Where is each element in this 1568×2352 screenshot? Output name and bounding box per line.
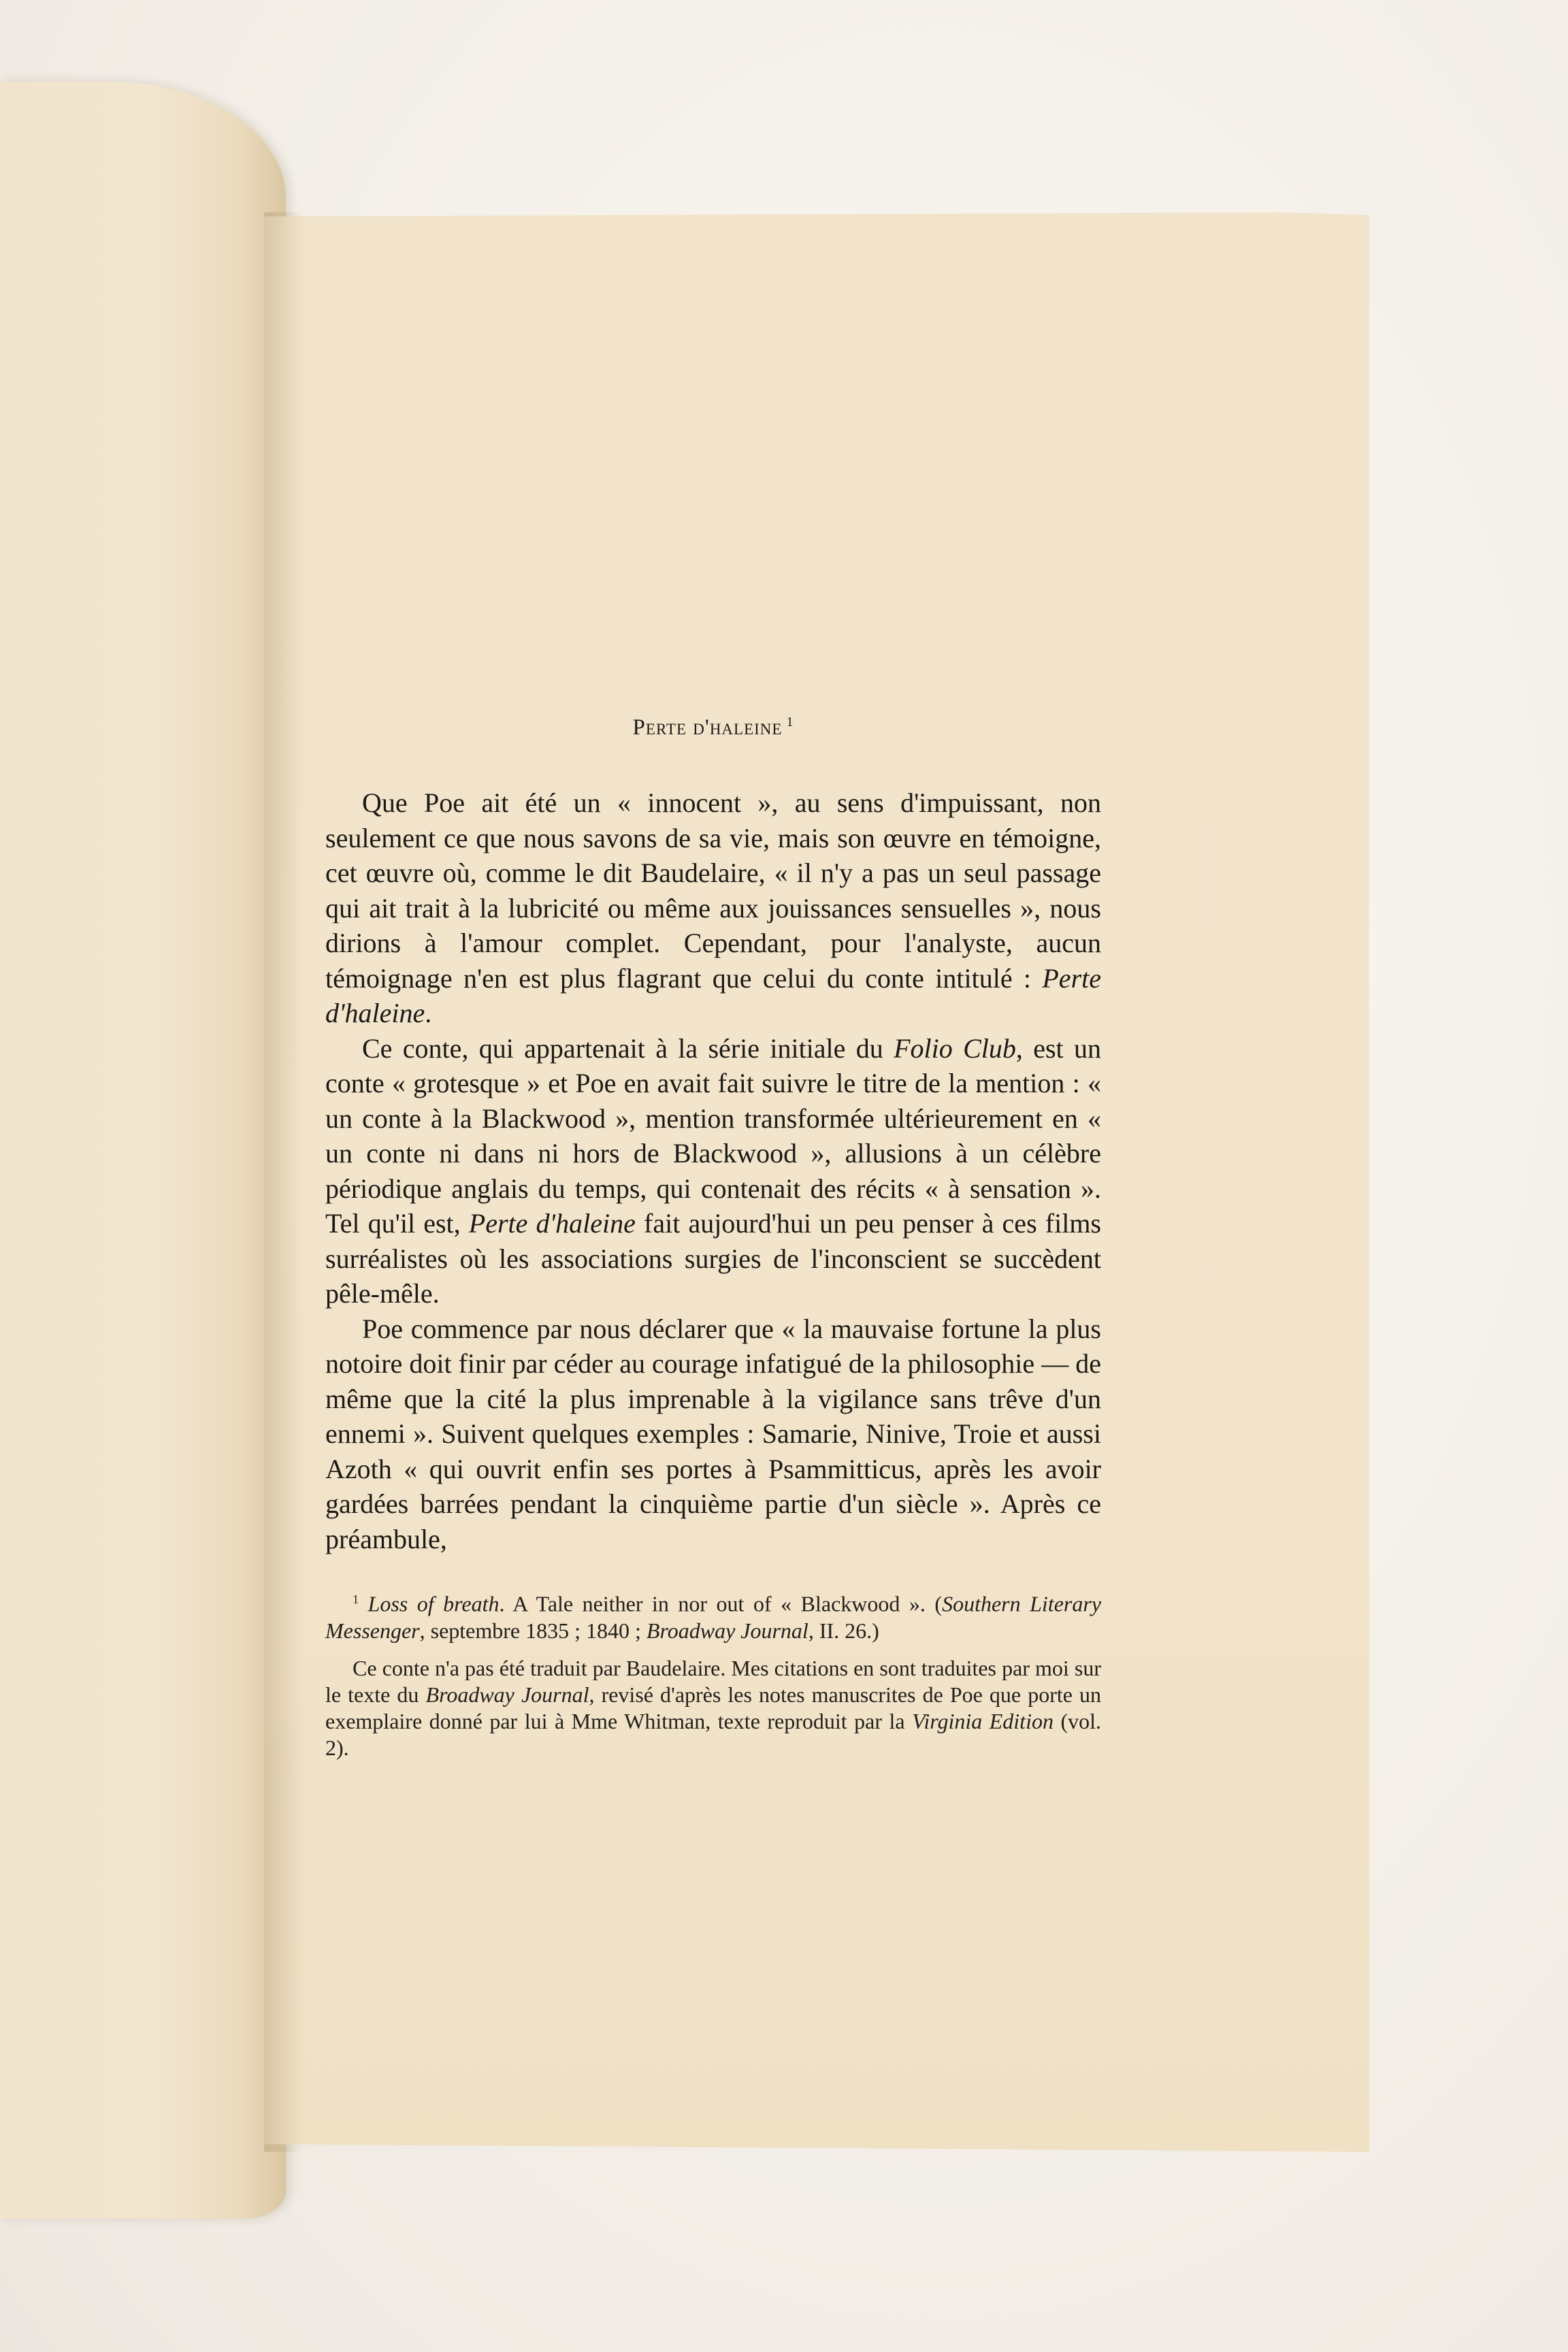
page-text-block [325, 715, 1101, 1772]
italic-text: Folio Club [894, 1032, 1016, 1064]
body-paragraph [325, 785, 1101, 1031]
text-run: , II. 26.) [808, 1618, 879, 1643]
footnote [325, 1586, 1101, 1644]
text-run: . [425, 998, 432, 1028]
italic-text: Perte d'haleine [468, 1208, 636, 1239]
body-paragraph [325, 1311, 1101, 1557]
italic-text: Broadway Journal [425, 1682, 589, 1707]
left-page [0, 82, 286, 2219]
italic-text: Loss of breath [368, 1591, 500, 1616]
heading-footnote-mark: 1 [786, 715, 794, 730]
text-run: , septembre 1835 ; 1840 ; [419, 1618, 647, 1643]
chapter-title: Perte d'haleine [632, 715, 783, 740]
italic-text: Broadway Journal [646, 1618, 808, 1643]
text-run: , est un conte « grotesque » et Poe en avait fait suivre le titre de la mention : « un conte à la Blackwood », mention transformée ultérieurement en « un conte ni dans ni hors de Blackwood », allusions à un célèbre périodique anglais du temps, qui contenait des récits « à sensation ». Tel qu'il est, [325, 1032, 1102, 1239]
footnote-mark: 1 [353, 1592, 359, 1606]
italic-text: Virginia Edition [912, 1708, 1054, 1733]
footnotes [325, 1586, 1101, 1761]
text-run: . A Tale neither in nor out of « Blackwood ». ( [499, 1591, 943, 1616]
italic-text: Southern Literary Messenger [325, 1591, 1102, 1643]
text-run: Ce conte, qui appartenait à la série initiale du [362, 1032, 894, 1064]
page-gutter-shadow [264, 212, 305, 2152]
body-text [325, 785, 1101, 1556]
text-run: fait aujourd'hui un peu penser à ces films surréalistes où les associations surgies de l'inconscient se succèdent pêle-mêle. [325, 1208, 1101, 1309]
italic-text: Perte d'haleine [325, 962, 1101, 1028]
footnote [325, 1655, 1101, 1761]
body-paragraph [325, 1031, 1101, 1311]
chapter-heading [325, 715, 1101, 740]
text-run: Poe commence par nous déclarer que « la mauvaise fortune la plus notoire doit finir par céder au courage infatigué de la philosophie — de même que la cité la plus imprenable à la vigilance sans trêve d'un ennemi ». Suivent quelques exemples : Samarie, Ninive, Troie et aussi Azoth « qui ouvrit enfin ses portes à Psammitticus, après les avoir gardées barrées pendant la cinquième partie d'un siècle ». Après ce préambule, [325, 1313, 1101, 1554]
text-run: (vol. 2). [325, 1708, 1102, 1760]
text-run: Ce conte n'a pas été traduit par Baudelaire. Mes citations en sont traduites par moi sur le texte du [325, 1655, 1101, 1707]
text-run: Que Poe ait été un « innocent », au sens d'impuissant, non seulement ce que nous savons de sa vie, mais son œuvre en témoigne, cet œuvre où, comme le dit Baudelaire, « il n'y a pas un seul passage qui ait trait à la lubricité ou même aux jouissances sensuelles », nous dirions à l'amour complet. Cependant, pour l'analyste, aucun témoignage n'en est plus flagrant que celui du conte intitulé : [325, 787, 1101, 994]
text-run: , revisé d'après les notes manuscrites de Poe que porte un exemplaire donné par lui à Mme Whitman, texte reproduit par la [325, 1682, 1102, 1733]
